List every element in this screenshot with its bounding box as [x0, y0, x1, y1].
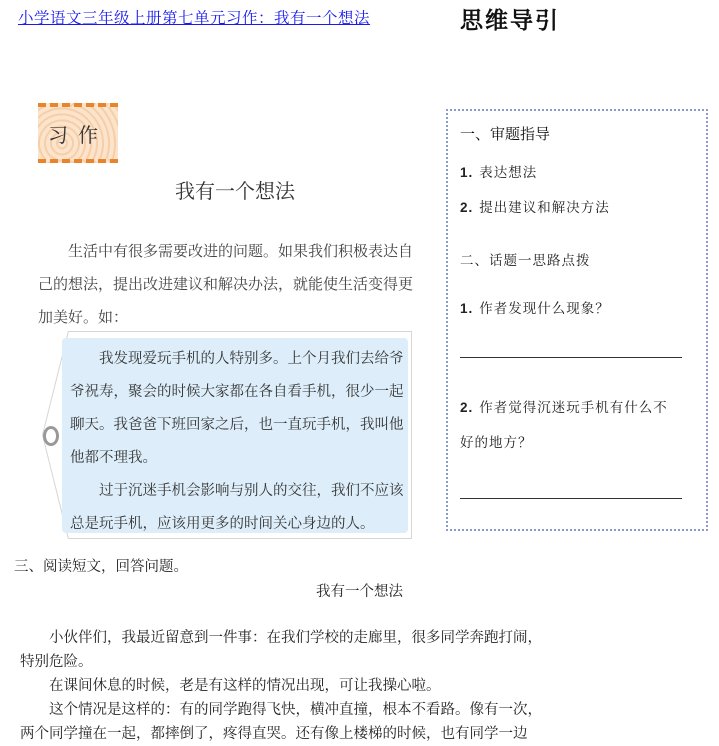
example-paragraph: 过于沉迷手机会影响与别人的交往，我们不应该总是玩手机，应该用更多的时间关心身边的人。: [70, 483, 404, 532]
reading-paragraph: 在课间休息的时候，老是有这样的情况出现，可让我操心啦。: [49, 678, 441, 694]
reading-section-heading: 三、阅读短文，回答问题。: [14, 559, 188, 575]
textbook-title: 我有一个想法: [175, 179, 295, 203]
answer-line[interactable]: [460, 357, 682, 358]
textbook-image: [30, 95, 440, 545]
guide-question: 2. 作者觉得沉迷玩手机有什么不: [460, 400, 668, 416]
guide-section-1-heading: 一、审题指导: [460, 125, 551, 143]
guide-section-2-heading: 二、话题一思路点拨: [460, 253, 591, 269]
guide-item: 1. 表达想法: [460, 165, 538, 181]
guide-item: 2. 提出建议和解决方法: [460, 200, 610, 216]
answer-line[interactable]: [460, 498, 682, 499]
page-title: 思维导引: [460, 8, 560, 34]
reading-paragraph: 这个情况是这样的：有的同学跑得飞快，横冲直撞，根本不看路。像有一次， 两个同学撞在一起，都摔倒了，疼得直哭。还有像上楼梯的时候，也有同学一边: [20, 702, 542, 742]
guide-question: 1. 作者发现什么现象？: [460, 301, 610, 317]
composition-badge: 习作: [38, 103, 118, 163]
reading-paragraph: 小伙伴们，我最近留意到一件事：在我们学校的走廊里，很多同学奔跑打闹， 特别危险。: [20, 630, 542, 670]
guide-question-cont: 好的地方？: [460, 435, 533, 451]
example-paragraph: 我发现爱玩手机的人特别多。上个月我们去给爷爷祝寿，聚会的时候大家都在各自看手机，很少一起聊天。我爸爸下班回家之后，也一直玩手机，我叫他他都不理我。: [70, 351, 404, 466]
reading-title: 我有一个想法: [316, 584, 403, 600]
example-tag-card: [42, 331, 412, 539]
thinking-guide-box: [446, 109, 708, 531]
tag-ring-icon: [43, 426, 59, 446]
document-title-link[interactable]: 小学语文三年级上册第七单元习作：我有一个想法: [18, 9, 371, 27]
textbook-intro: 生活中有很多需要改进的问题。如果我们积极表达自己的想法，提出改进建议和解决办法，就能使生活变得更加美好。如：: [38, 242, 414, 326]
